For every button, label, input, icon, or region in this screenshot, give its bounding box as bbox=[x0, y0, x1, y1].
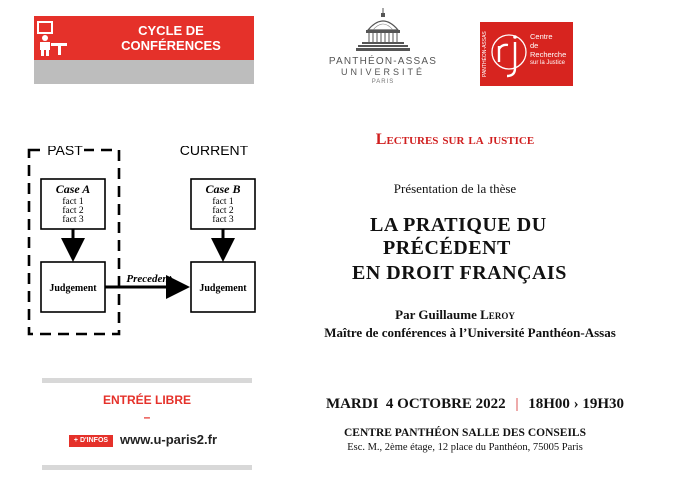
judgement-right-label: Judgement bbox=[199, 283, 247, 294]
crj-text-line1: Centre bbox=[530, 32, 553, 41]
author-line bbox=[290, 307, 620, 323]
cycle-title bbox=[96, 23, 246, 53]
case-a-fact-3: fact 3 bbox=[62, 215, 84, 225]
university-city: PARIS bbox=[371, 79, 395, 85]
date-separator: | bbox=[515, 396, 519, 412]
info-badge: + D'INFOS bbox=[69, 435, 113, 447]
author-surname: Leroy bbox=[480, 307, 515, 322]
crj-monogram-icon bbox=[488, 22, 532, 86]
cycle-title-line1: CYCLE DE bbox=[138, 23, 204, 38]
precedent-diagram bbox=[26, 146, 276, 338]
author-prefix: Par Guillaume bbox=[395, 307, 477, 322]
crj-vertical-label: PANTHÉON-ASSAS bbox=[482, 31, 488, 77]
crj-logo bbox=[480, 22, 573, 86]
thesis-title-line3: EN DROIT FRANÇAIS bbox=[352, 262, 567, 284]
crj-text-line2: de bbox=[530, 41, 539, 50]
case-a-fact-2: fact 2 bbox=[62, 206, 84, 216]
crj-text bbox=[530, 32, 574, 68]
pantheon-dome-icon bbox=[328, 6, 438, 56]
event-address: Esc. M., 2ème étage, 12 place du Panthéon, 75005 Paris bbox=[347, 442, 583, 453]
event-venue: CENTRE PANTHÉON SALLE DES CONSEILS bbox=[344, 427, 586, 439]
case-b-title: Case B bbox=[205, 182, 241, 196]
series-title: Lectures sur la justice bbox=[375, 131, 535, 148]
cycle-title-line2: CONFÉRENCES bbox=[121, 38, 221, 53]
case-b-fact-1: fact 1 bbox=[212, 197, 234, 207]
current-label: CURRENT bbox=[179, 146, 249, 158]
case-a-title: Case A bbox=[55, 182, 91, 196]
crj-text-line3: Recherche bbox=[530, 50, 567, 59]
university-name: PANTHÉON-ASSAS bbox=[328, 56, 438, 67]
case-b-fact-2: fact 2 bbox=[212, 206, 234, 216]
entree-libre-label: ENTRÉE LIBRE bbox=[102, 393, 191, 407]
info-url-link[interactable]: www.u-paris2.fr bbox=[120, 432, 218, 447]
thesis-title-line1: LA PRATIQUE DU bbox=[370, 214, 547, 236]
entree-dash: – bbox=[143, 410, 151, 424]
judgement-left-label: Judgement bbox=[49, 283, 97, 294]
entree-libre-block bbox=[42, 378, 252, 470]
case-a-fact-1: fact 1 bbox=[62, 197, 84, 207]
event-time: 18H00 › 19H30 bbox=[528, 396, 625, 412]
presentation-label: Présentation de la thèse bbox=[393, 181, 517, 196]
event-date-line bbox=[275, 396, 675, 413]
pantheon-assas-logo bbox=[328, 6, 438, 86]
thesis-title-line2: PRÉCÉDENT bbox=[383, 237, 511, 259]
university-type: UNIVERSITÉ bbox=[340, 67, 425, 77]
cycle-banner bbox=[34, 16, 254, 84]
precedent-label: Precedent bbox=[126, 273, 172, 285]
crj-text-line4: sur la Justice bbox=[530, 60, 566, 66]
case-b-fact-3: fact 3 bbox=[212, 215, 234, 225]
past-label: PAST bbox=[47, 146, 83, 158]
lecture-icon bbox=[34, 16, 78, 60]
event-date: MARDI 4 OCTOBRE 2022 bbox=[325, 396, 506, 412]
author-role: Maître de conférences à l’Université Panthéon-Assas bbox=[324, 325, 616, 340]
